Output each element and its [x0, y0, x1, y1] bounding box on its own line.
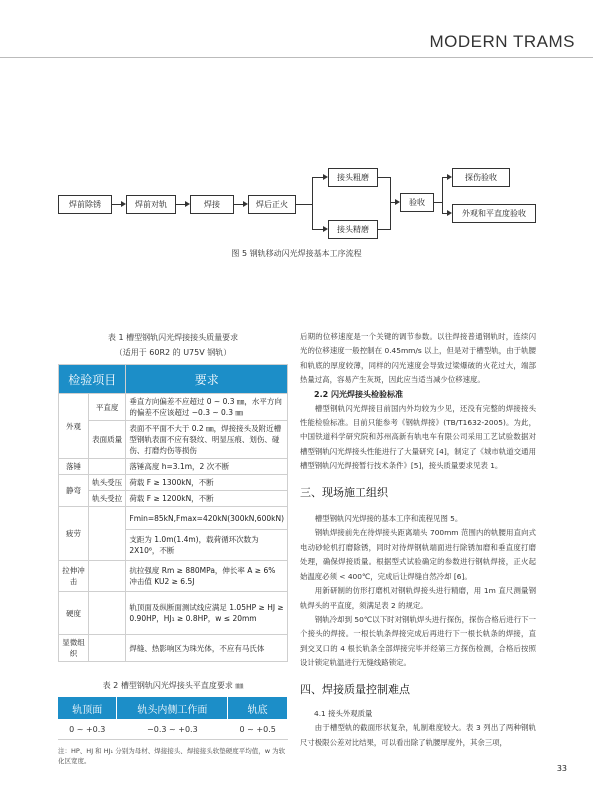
flow-connector — [312, 177, 313, 229]
category-drop-hammer: 落锤 — [59, 459, 89, 475]
flow-box-flaw-detection: 探伤验收 — [452, 168, 510, 187]
flow-connector — [434, 202, 442, 203]
paragraph: 槽型钢轨闪光焊接的基本工序和流程见图 5。 — [314, 514, 463, 524]
table-row — [59, 592, 288, 635]
table-row — [59, 561, 288, 592]
table-row — [59, 421, 288, 459]
category-microstructure: 显微组织 — [59, 635, 89, 662]
req-fatigue-cycles: 支距为 1.0m(1.4m)，载荷循环次数为 2X10⁶，不断 — [126, 530, 288, 561]
table1-caption: 表 1 槽型钢轨闪光焊接接头质量要求 — [107, 333, 239, 342]
paragraph: 槽型钢轨闪光焊接目前国内外均较为少见，还没有完整的焊接接头性能检验标准。目前只能参考《钢轨焊接》(TB/T1632-2005)。为此，中国铁道科学研究院和苏州高新有轨电车有限公司采用工艺试验数据对槽型钢轨闪光焊接头性能进行了大量研究 [4]，制定了《城市轨道交通用槽型钢轨闪光焊接暂行技术条件》[5]，接头质量要求见表 1。 — [300, 403, 536, 471]
header-rail-top: 轨顶面 — [58, 697, 117, 719]
section-heading: 三、现场施工组织 — [300, 485, 388, 499]
category-fatigue: 疲劳 — [59, 507, 89, 561]
table-row — [59, 394, 288, 421]
flow-connector — [390, 177, 391, 230]
item-straightness: 平直度 — [88, 394, 125, 421]
table-row — [59, 459, 288, 475]
category-hardness: 硬度 — [59, 592, 89, 635]
paragraph: 钢轨冷却到 50℃以下时对钢轨焊头进行探伤，探伤合格后进行下一个接头的焊接。一根长轨条焊接完成后再进行下一根长轨条的焊接，直到交叉口的 4 根长轨条全部焊接完毕并经第三方探伤检测，合格后按照设计锁定轨温进行无缝线路锁定。 — [300, 614, 536, 668]
magazine-title: MODERN TRAMS — [429, 32, 575, 51]
header-divider — [0, 57, 593, 58]
value-rail-base: 0 ~ +0.5 — [228, 719, 288, 740]
flatness-table — [58, 697, 288, 740]
subsection-heading: 4.1 接头外观质量 — [314, 708, 373, 718]
table-row — [59, 507, 288, 530]
table1-subcaption: （适用于 60R2 的 U75V 钢轨） — [114, 348, 232, 357]
item-surface-quality: 表面质量 — [88, 421, 125, 459]
subsection-heading: 2.2 闪光焊接头检验标准 — [314, 389, 403, 399]
section-heading: 四、焊接质量控制难点 — [300, 682, 410, 696]
item-head-compression: 轨头受压 — [88, 475, 125, 491]
paragraph: 由于槽型轨的截面形状复杂，轧制难度较大。表 3 列出了两种钢轨尺寸极限公差对比结果，可以看出除了轨腰厚度外，其余三项， — [300, 723, 536, 747]
figure-caption: 图 5 钢轨移动闪光焊接基本工序流程 — [231, 249, 362, 258]
flow-box-rough-grinding: 接头粗磨 — [328, 168, 378, 187]
flow-connector — [378, 177, 390, 178]
item-head-tension: 轨头受拉 — [88, 491, 125, 507]
req-microstructure: 焊缝、热影响区为珠光体，不应有马氏体 — [126, 635, 288, 662]
value-rail-top: 0 ~ +0.3 — [58, 719, 117, 740]
header-rail-head-inner: 轨头内侧工作面 — [117, 697, 228, 719]
flow-box-rail-alignment: 焊前对轨 — [126, 195, 176, 214]
flow-box-fine-grinding: 接头精磨 — [328, 220, 378, 239]
value-rail-head-inner: −0.3 ~ +0.3 — [117, 719, 228, 740]
req-fatigue-load: Fmin=85kN,Fmax=420kN(300kN,600kN) — [126, 507, 288, 530]
paragraph: 钢轨焊接前先在待焊接头距离端头 700mm 范围内的轨腰用直向式电动砂轮机打磨除锈，同时对待焊钢轨端面进行除锈加磨和垂直度打磨处理，确保焊接质量。根据型式试验确定的参数进行钢轨焊接，正火起始温度必须 < 400℃，完成后让焊缝自然冷却 [6]。 — [300, 528, 536, 581]
table-row — [59, 491, 288, 507]
page-number: 33 — [556, 764, 567, 773]
category-tensile-impact: 拉伸冲击 — [59, 561, 89, 592]
flow-connector — [378, 229, 390, 230]
header-rail-base: 轨底 — [228, 697, 288, 719]
req-tensile-impact: 抗拉强度 Rm ≥ 880MPa，伸长率 A ≥ 6% 冲击值 KU2 ≥ 6.5J — [126, 561, 288, 592]
flow-box-inspection: 验收 — [400, 193, 434, 212]
table-row — [58, 719, 288, 740]
category-appearance: 外观 — [59, 394, 89, 459]
flow-connector — [296, 204, 312, 205]
table-note: 注：HP、HJ 和 HJ₁ 分别为母材、焊接接头、焊接接头软垫硬度平均值，w 为软化区宽度。 — [58, 747, 286, 765]
header-requirement: 要求 — [126, 365, 288, 394]
req-straightness: 垂直方向偏差不应超过 0 ~ 0.3 ㎜，水平方向的偏差不应该超过 −0.3 ~ 0.3 ㎜ — [126, 394, 288, 421]
header-inspection-item: 检验项目 — [59, 365, 126, 394]
flow-box-rust-removal: 焊前除锈 — [58, 195, 112, 214]
paragraph: 用新研制的仿形打磨机对钢轨焊接头进行精磨，用 1m 直尺测量钢轨焊头的平直度，须满足表 2 的规定。 — [300, 586, 536, 610]
table-row — [59, 475, 288, 491]
flow-box-appearance-flatness: 外观和平直度验收 — [452, 204, 536, 223]
table-header-row — [58, 697, 288, 719]
flow-connector — [442, 177, 443, 214]
flow-box-welding: 焊接 — [190, 195, 234, 214]
right-column — [300, 330, 536, 750]
flow-box-normalizing: 焊后正火 — [248, 195, 296, 214]
req-head-compression: 荷载 F ≥ 1300kN，不断 — [126, 475, 288, 491]
req-surface-quality: 表面不平面不大于 0.2 ㎜，焊接接头及附近槽型钢轨表面不应有裂纹、明显压痕、划伤、碰伤、打磨灼伤等损伤 — [126, 421, 288, 459]
table2-caption: 表 2 槽型钢轨闪光焊接头平直度要求 ㎜ — [102, 681, 244, 690]
quality-requirements-table — [58, 364, 288, 662]
req-hardness: 轨顶面及纵断面测试线应满足 1.05HP ≥ HJ ≥ 0.90HP，HJ₁ ≥ 0.8HP，w ≤ 20mm — [126, 592, 288, 635]
table-header-row — [59, 365, 288, 394]
category-static-bending: 静弯 — [59, 475, 89, 507]
req-drop-hammer: 落锤高度 h=3.1m，2 次不断 — [126, 459, 288, 475]
paragraph: 后期的位移速度是一个关键的调节参数。以往焊接普通钢轨时，连续闪光的位移速度一般控制在 0.45mm/s 以上，但是对于槽型轨，由于轨腰和轨底的厚度较薄，同样的闪光速度会导致过梁爆破的火花过大，端部热量过高，容易产生灰斑，因此应当适当减少位移速度。 — [300, 332, 536, 385]
table-row — [59, 635, 288, 662]
req-head-tension: 荷载 F ≥ 1200kN，不断 — [126, 491, 288, 507]
